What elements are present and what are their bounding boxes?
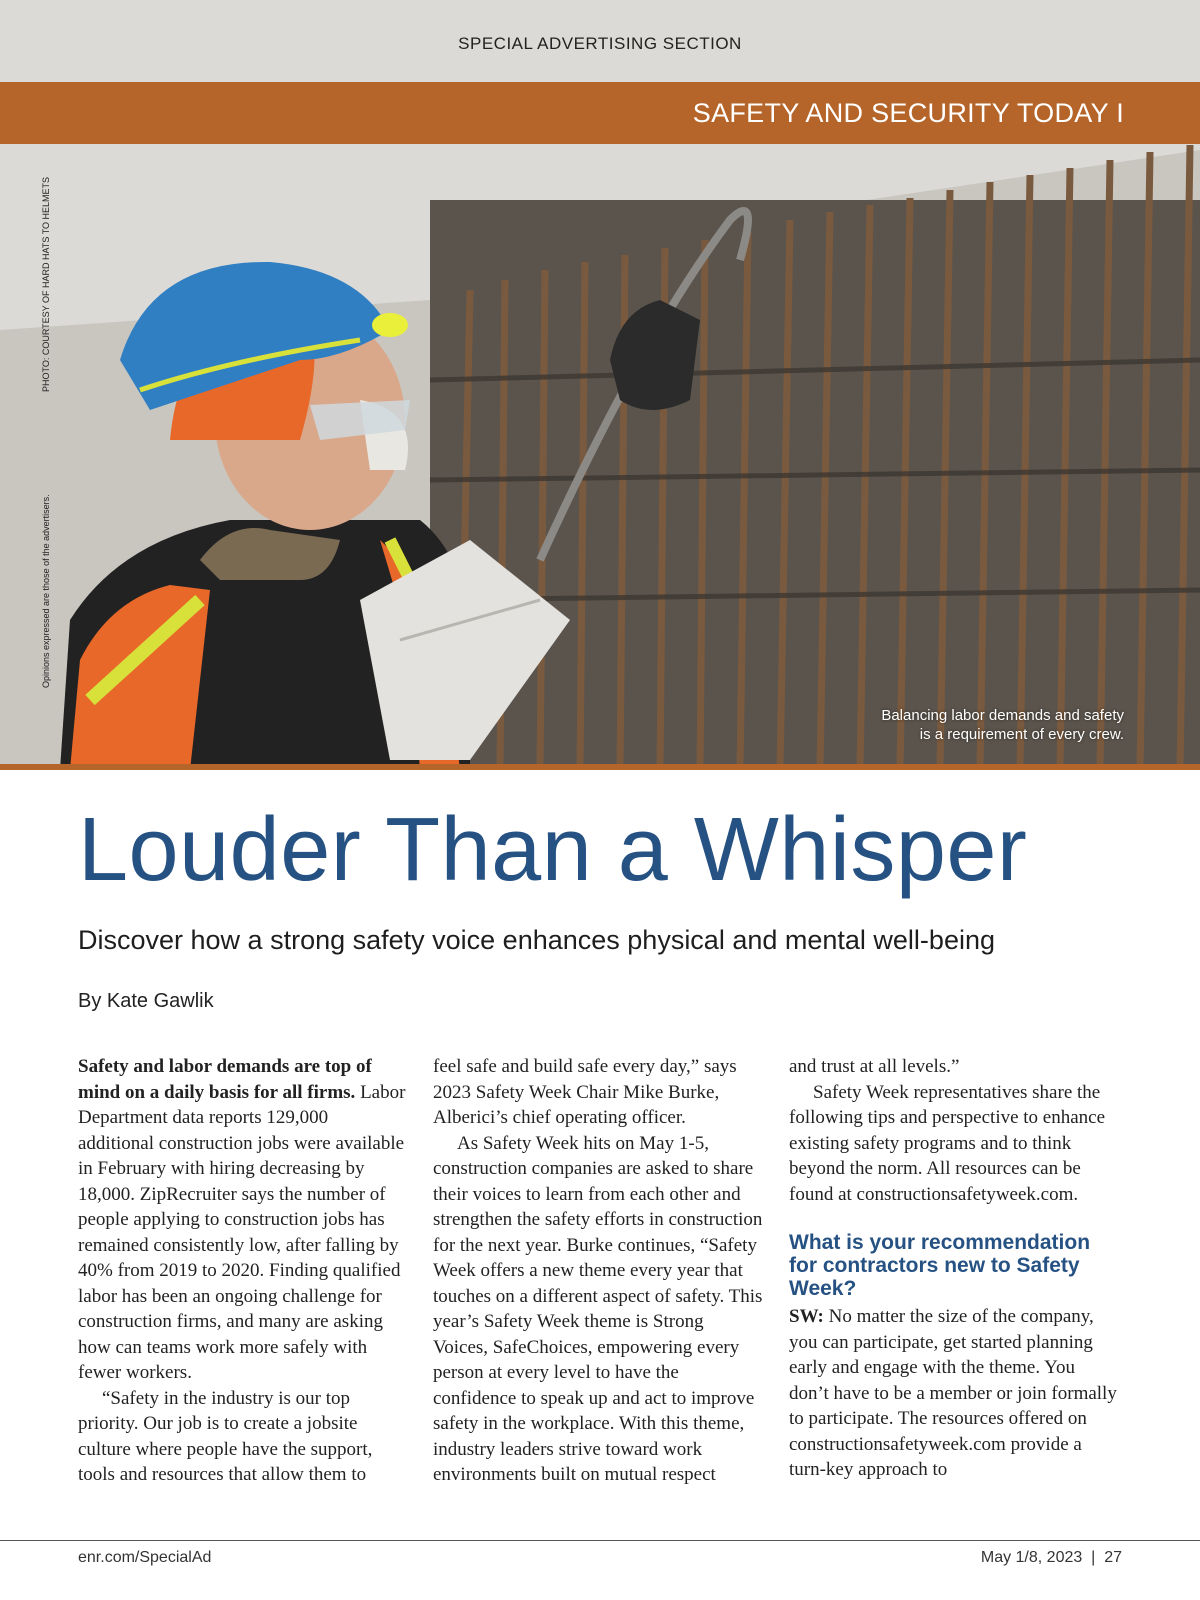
lead-in: Safety and labor demands are top of mind on a daily basis for all firms. [78, 1056, 372, 1103]
footer-date-page: May 1/8, 2023 | 27 [980, 1549, 1122, 1566]
band-title: SAFETY AND SECURITY TODAY I [692, 98, 1124, 128]
col3-p3-text: No matter the size of the company, you can participate, get started planning early and engage with the theme. You don’t have to be a member or join formally to participate. The resources offered on constructionsafetyweek.com provide a turn-key approach to [789, 1306, 1117, 1480]
footer-url: enr.com/SpecialAd [78, 1549, 212, 1566]
col1-paragraph-2: “Safety in the industry is our top priority. Our job is to create a jobsite culture where people have the support, tools and resources that allow them to [78, 1387, 373, 1485]
article-title: Louder Than a Whisper [78, 800, 1028, 900]
caption-line-1: Balancing labor demands and safety [881, 707, 1124, 724]
photo-credit: PHOTO: COURTESY OF HARD HATS TO HELMETS [41, 176, 51, 392]
section-band [0, 82, 1200, 144]
col3-paragraph-3 [789, 1304, 1119, 1483]
col1-paragraph-1 [78, 1054, 408, 1386]
col2-paragraph-1: feel safe and build safe every day,” says 2023 Safety Week Chair Mike Burke, Alberici’s chief operating officer. [433, 1056, 737, 1128]
byline: By Kate Gawlik [78, 990, 214, 1012]
sw-label: SW: [789, 1306, 824, 1327]
footer-rule [0, 1540, 1200, 1541]
column-3 [789, 1054, 1119, 1483]
article-subtitle: Discover how a strong safety voice enhances physical and mental well-being [78, 925, 995, 955]
photo-caption [881, 706, 1124, 744]
column-1 [78, 1054, 408, 1488]
caption-line-2: is a requirement of every crew. [919, 726, 1124, 743]
special-advertising-label: SPECIAL ADVERTISING SECTION [458, 34, 742, 53]
advertiser-disclaimer: Opinions expressed are those of the advertisers. [41, 494, 51, 688]
col3-paragraph-1: and trust at all levels.” [789, 1056, 960, 1077]
col3-subheading: What is your recommendation for contractors new to Safety Week? [789, 1231, 1091, 1300]
col3-paragraph-2: Safety Week representatives share the following tips and perspective to enhance existing safety programs and to think beyond the norm. All resources can be found at constructionsafetyweek.com. [789, 1081, 1106, 1205]
column-2 [433, 1054, 763, 1488]
col2-paragraph-2: As Safety Week hits on May 1-5, construction companies are asked to share their voices to learn from each other and strengthen the safety efforts in construction for the next year. Burke continues, “Safety Week offers a new theme every year that touches on a different aspect of safety. This year’s Safety Week theme is Strong Voices, SafeChoices, empowering every person at every level to have the confidence to speak up and act to improve safety in the workplace. With this theme, industry leaders strive toward work environments built on mutual respect [433, 1132, 763, 1485]
col1-p1-text: Labor Department data reports 129,000 additional construction jobs were available in February with hiring decreasing by 18,000. ZipRecruiter says the number of people applying to construction jobs has remained consistently low, after falling by 40% from 2019 to 2020. Finding qualified labor has been an ongoing challenge for construction firms, and many are asking how can teams work more safely with fewer workers. [78, 1081, 406, 1383]
photo-bottom-rule [0, 764, 1200, 770]
